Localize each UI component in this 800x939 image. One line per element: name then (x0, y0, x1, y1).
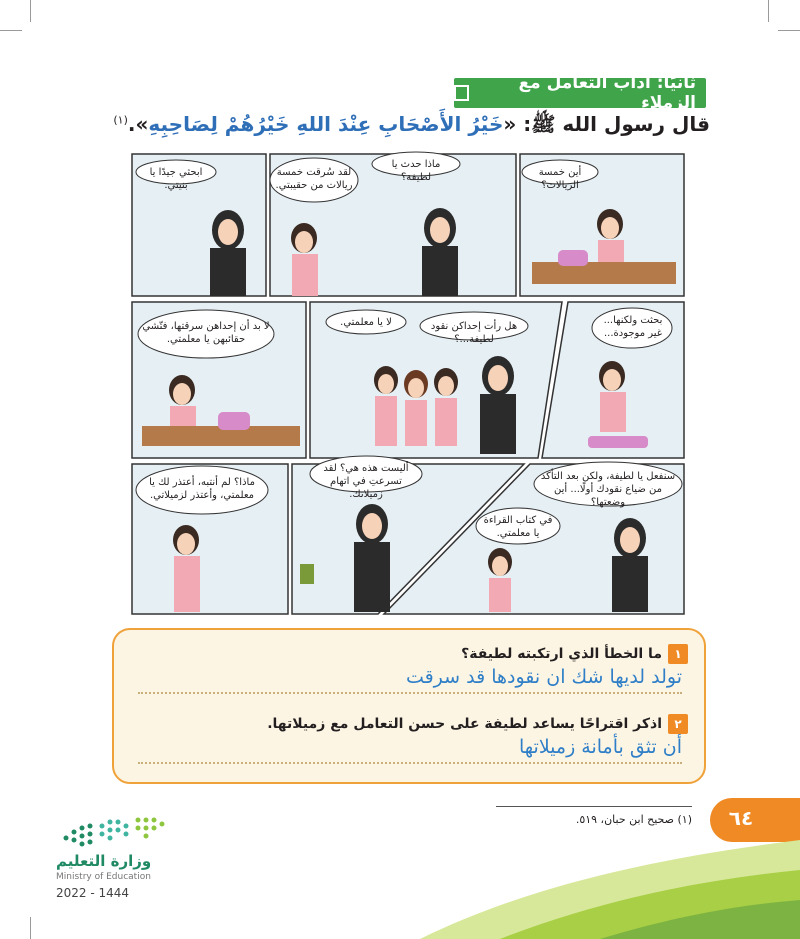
question-text: ما الخطأ الذي ارتكبته لطيفة؟ (461, 646, 662, 662)
crop-mark (778, 30, 800, 31)
teacher-figure (480, 356, 516, 454)
footnote: (١) صحيح ابن حبان، ٥١٩. (575, 813, 692, 826)
footnote-divider (496, 806, 692, 807)
hadith-ref: (١) (113, 113, 128, 127)
desk (532, 262, 676, 284)
bubble-text: هل رأت إحداكن نقود لطيفة...؟ (430, 321, 518, 345)
bubble-text: أين خمسة الريالات؟ (538, 167, 582, 191)
school-bag (558, 250, 588, 266)
bubble-text: أليست هذه هي؟ لقد تسرعتِ في اتهام زميلاتك. (323, 463, 409, 500)
comic-strip (128, 150, 688, 618)
question-text: اذكر اقتراحًا يساعد لطيفة على حسن التعامل مع زميلاتها. (267, 716, 662, 732)
ministry-year: 2022 - 1444 (56, 886, 130, 900)
crop-mark (0, 30, 22, 31)
question-number: ١ (668, 644, 688, 664)
ministry-name-ar: وزارة التعليم (56, 852, 152, 870)
crop-mark (30, 0, 31, 22)
bubble-text: لا يا معلمتي. (340, 317, 392, 328)
hadith-quote: خَيْرُ الأَصْحَابِ عِنْدَ اللهِ خَيْرُهُمْ لِصَاحِبِهِ (148, 112, 504, 136)
comic-panels (128, 150, 688, 618)
girl-figure (488, 548, 512, 612)
girl-figure (599, 361, 626, 432)
bubble-text: بحثت ولكنها... غير موجودة... (603, 315, 663, 339)
teacher-figure (354, 504, 390, 612)
school-bag (218, 412, 250, 430)
hadith-line (113, 112, 710, 141)
bubble-text: في كتاب القراءة يا معلمتي. (483, 515, 553, 539)
girls-group-figure (374, 366, 458, 446)
bubble-text: ابحثي جيدًا يا بنيتي. (149, 167, 203, 191)
bubble-text: لقد سُرقت خمسة ريالات من حقيبتي. (275, 167, 353, 191)
answer-line (138, 762, 682, 764)
section-header (454, 73, 706, 113)
questions-box (112, 628, 706, 784)
girl-figure (291, 223, 318, 296)
hadith-close: ». (127, 112, 149, 136)
answer-field-1[interactable]: تولد لديها شك ان نقودها قد سرقت (405, 666, 682, 688)
bubble-text: ماذا؟ لم أنتبه، أعتذر لك يا معلمتي، وأعتذر لزميلاتي. (149, 477, 255, 501)
bubble-text: لا بد أن إحداهن سرقتها، فتّشي حقائبهن يا معلمتي. (142, 321, 270, 345)
bubble-text: ماذا حدث يا لطيفة؟ (391, 159, 441, 183)
teacher-figure (612, 518, 648, 612)
page-number: ٦٤ (728, 806, 754, 830)
section-title: ثانيًا: آداب التعامل مع الزملاء (518, 73, 696, 113)
section-square-icon (454, 85, 469, 101)
girl-figure (173, 525, 200, 612)
school-bag (588, 436, 648, 448)
question-2 (267, 714, 688, 734)
question-number: ٢ (668, 714, 688, 734)
hadith-intro: قال رسول الله ﷺ: « (503, 112, 710, 136)
crop-mark (768, 0, 769, 22)
question-1 (461, 644, 688, 664)
book (300, 564, 314, 584)
ministry-name-en: Ministry of Education (56, 872, 151, 882)
teacher-figure (422, 208, 458, 296)
answer-line (138, 692, 682, 694)
bubble-text: سنفعل يا لطيفة، ولكن بعد التأكد من ضياع نقودك أولًا... أين وضعتها؟ (540, 471, 676, 508)
teacher-figure (210, 210, 246, 296)
decorative-swoosh (0, 820, 800, 939)
answer-field-2[interactable]: أن تثق بأمانة زميلاتها (519, 736, 682, 758)
